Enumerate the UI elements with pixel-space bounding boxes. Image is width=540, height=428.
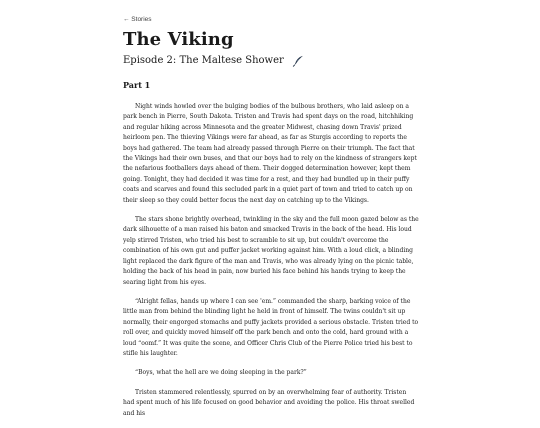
story-paragraph: Night winds howled over the bulging bodies of the bulbous brothers, who laid asleep on a park bench in Pierre, South Dakota. Tristen and Travis had spent days on the road, hitchhiking and regular hiking across Minnesota and the greater Midwest, chasing down Travis' prized heirloom pen. The thieving Vikings were far ahead, as far as Sturgis according to reports the boys had gathered. The team had already passed through Pierre on their triumph. The fact that the Vikings had their own buses, and that our boys had to rely on the kindness of strangers kept the nefarious footballers days ahead of them. Their dogged determination however, kept them going. Tonight, they had decided it was time for a rest, and they had bundled up in their puffy coats and scarves and found this secluded park in a quiet part of town and tried to catch up on their sleep so they could better focus the next day on catching up to the Vikings. — [123, 103, 417, 204]
story-paragraph: “Alright fellas, hands up where I can see 'em.” commanded the sharp, barking voice of the little man from behind the blinding light he held in front of himself. The twins couldn't sit up normally, their engorged stomachs and puffy jackets provided a serious obstacle. Tristen tried to roll over, and quickly moved himself off the park bench and onto the cold, hard ground with a loud “oomf.” It was quite the scene, and Officer Chris Club of the Pierre Police tried his best to stifle his laughter. — [123, 297, 419, 357]
episode-header — [123, 55, 419, 67]
story-content — [123, 15, 419, 428]
episode-title: Episode 2: The Maltese Shower — [123, 55, 284, 66]
story-paragraph: Tristen stammered relentlessly, spurred on by an overwhelming fear of authority. Tristen had spent much of his life focused on good behavior and avoiding the police. His throat swelled and his — [123, 388, 415, 417]
part-heading: Part 1 — [123, 80, 151, 90]
quill-pen-icon[interactable] — [292, 55, 304, 67]
story-title: The Viking — [123, 29, 234, 50]
story-body — [123, 102, 419, 419]
story-paragraph: “Boys, what the hell are we doing sleeping in the park?” — [135, 369, 307, 377]
back-to-stories-link[interactable]: ← Stories — [123, 16, 152, 23]
story-paragraph: The stars shone brightly overhead, twinkling in the sky and the full moon gazed below as the dark silhouette of a man raised his baton and smacked Travis in the back of the head. His loud yelp stirred Tristen, who tried his best to scramble to sit up, but couldn't overcome the combination of his own gut and puffer jacket working against him. With a loud click, a blinding light replaced the dark figure of the man and Travis, who was already lying on the picnic table, holding the back of his head in pain, now buried his face behind his hands trying to keep the searing light from his eyes. — [123, 216, 419, 286]
